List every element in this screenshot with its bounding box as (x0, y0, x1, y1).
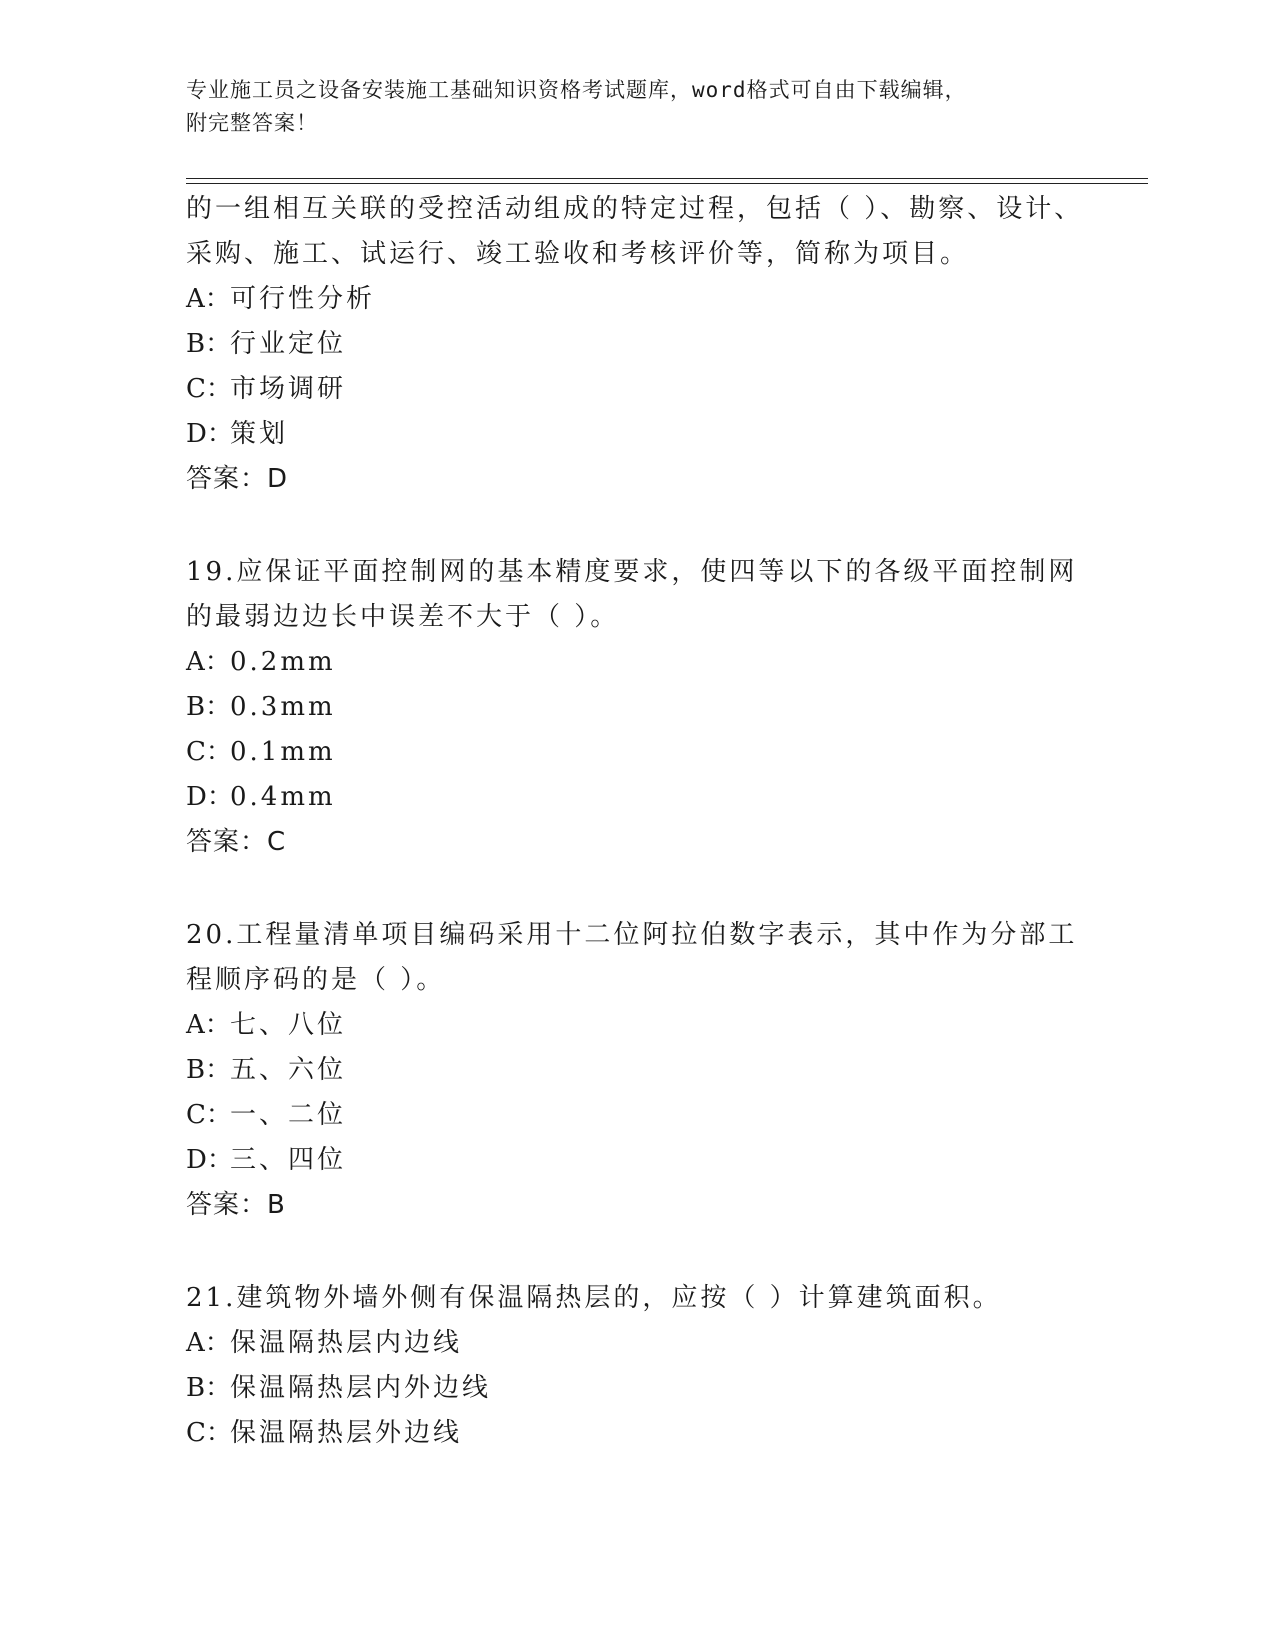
option-key: B： (186, 692, 232, 722)
option-value: 可行性分析 (230, 284, 376, 314)
answer-line: 答案：D (186, 464, 289, 494)
header-line-2: 附完整答案！ (186, 111, 318, 135)
option-key: A： (186, 647, 231, 677)
option-a (186, 1003, 1086, 1048)
question-block (186, 913, 1086, 1228)
option-key: C： (186, 1418, 232, 1448)
option-b (186, 685, 1086, 730)
option-key: D： (186, 782, 233, 812)
option-value: 市场调研 (230, 374, 347, 404)
question-spacer (186, 865, 1086, 913)
question-block (186, 1276, 1086, 1456)
option-c (186, 1093, 1086, 1138)
option-key: C： (186, 737, 232, 767)
option-value: 七、八位 (230, 1010, 347, 1040)
header-divider-top (186, 178, 1148, 179)
option-value: 五、六位 (230, 1055, 347, 1085)
option-key: B： (186, 1055, 232, 1085)
answer-line: 答案：C (186, 827, 287, 857)
option-key: A： (186, 1010, 231, 1040)
question-spacer (186, 502, 1086, 550)
option-b (186, 1048, 1086, 1093)
header-divider-bottom (186, 183, 1148, 184)
option-a (186, 1321, 1086, 1366)
question-text: 21.建筑物外墙外侧有保温隔热层的，应按（ ）计算建筑面积。 (186, 1283, 1002, 1313)
option-key: A： (186, 1328, 231, 1358)
option-key: B： (186, 1373, 232, 1403)
option-value: 三、四位 (230, 1145, 347, 1175)
question-block (186, 187, 1086, 502)
option-key: C： (186, 374, 232, 404)
option-b (186, 322, 1086, 367)
option-value: 0.2mm (230, 647, 336, 677)
option-d (186, 775, 1086, 820)
option-value: 行业定位 (230, 329, 347, 359)
document-header (186, 74, 1066, 140)
option-key: D： (186, 419, 233, 449)
option-value: 保温隔热层外边线 (230, 1418, 463, 1448)
question-text: 的一组相互关联的受控活动组成的特定过程，包括（ ）、勘察、设计、采购、施工、试运行、竣工验收和考核评价等，简称为项目。 (186, 194, 1084, 269)
option-c (186, 730, 1086, 775)
question-text: 19.应保证平面控制网的基本精度要求，使四等以下的各级平面控制网的最弱边边长中误差不大于（ ）。 (186, 557, 1078, 632)
option-c (186, 1411, 1086, 1456)
option-value: 策划 (230, 419, 289, 449)
question-list (186, 187, 1086, 1456)
option-d (186, 1138, 1086, 1183)
option-value: 保温隔热层内外边线 (230, 1373, 492, 1403)
option-key: D： (186, 1145, 233, 1175)
option-key: B： (186, 329, 232, 359)
option-value: 一、二位 (230, 1100, 347, 1130)
option-c (186, 367, 1086, 412)
option-value: 0.4mm (230, 782, 336, 812)
option-b (186, 1366, 1086, 1411)
option-value: 保温隔热层内边线 (230, 1328, 463, 1358)
question-block (186, 550, 1086, 865)
option-d (186, 412, 1086, 457)
option-a (186, 640, 1086, 685)
option-key: C： (186, 1100, 232, 1130)
question-spacer (186, 1228, 1086, 1276)
option-value: 0.3mm (230, 692, 336, 722)
header-line-1: 专业施工员之设备安装施工基础知识资格考试题库，word格式可自由下载编辑， (186, 78, 967, 102)
option-value: 0.1mm (230, 737, 336, 767)
option-key: A： (186, 284, 231, 314)
question-text: 20.工程量清单项目编码采用十二位阿拉伯数字表示，其中作为分部工程顺序码的是（ ）。 (186, 920, 1078, 995)
answer-line: 答案：B (186, 1190, 286, 1220)
option-a (186, 277, 1086, 322)
